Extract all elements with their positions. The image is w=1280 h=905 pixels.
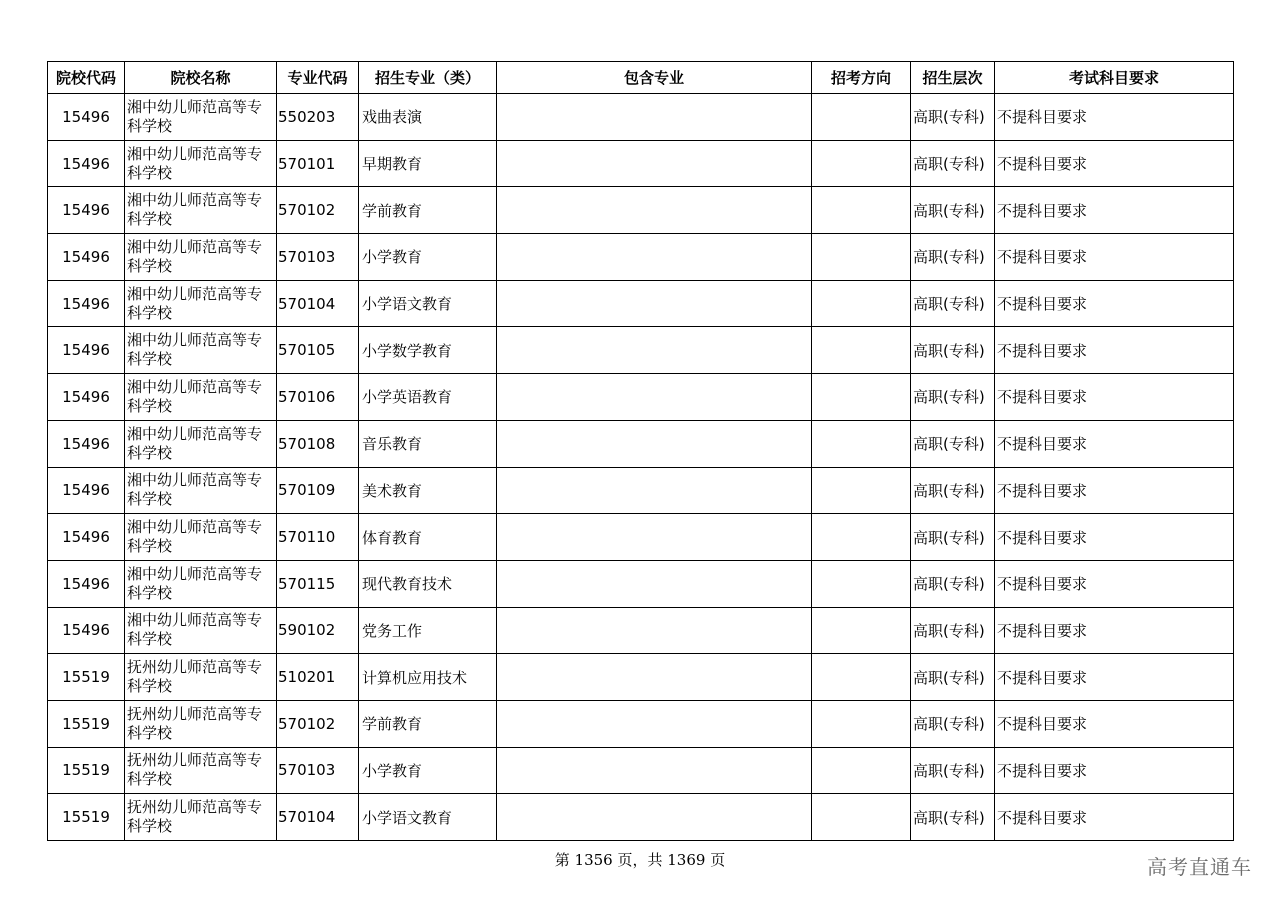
cell-requirement: 不提科目要求 bbox=[995, 94, 1234, 141]
cell-level: 高职(专科) bbox=[911, 654, 995, 701]
cell-major-code: 570110 bbox=[277, 514, 359, 561]
cell-school-name: 湘中幼儿师范高等专科学校 bbox=[125, 140, 277, 187]
table-row bbox=[48, 514, 1234, 561]
table-row bbox=[48, 747, 1234, 794]
cell-school-name: 湘中幼儿师范高等专科学校 bbox=[125, 94, 277, 141]
table-row bbox=[48, 654, 1234, 701]
cell-included-majors bbox=[497, 187, 812, 234]
cell-direction bbox=[812, 420, 911, 467]
table-row bbox=[48, 700, 1234, 747]
header-major: 招生专业（类） bbox=[359, 62, 497, 94]
cell-school-name: 湘中幼儿师范高等专科学校 bbox=[125, 607, 277, 654]
cell-direction bbox=[812, 700, 911, 747]
cell-requirement: 不提科目要求 bbox=[995, 234, 1234, 281]
cell-school-code: 15519 bbox=[48, 654, 125, 701]
cell-school-name: 湘中幼儿师范高等专科学校 bbox=[125, 327, 277, 374]
cell-school-code: 15496 bbox=[48, 280, 125, 327]
cell-major-code: 570108 bbox=[277, 420, 359, 467]
cell-school-code: 15496 bbox=[48, 420, 125, 467]
cell-requirement: 不提科目要求 bbox=[995, 187, 1234, 234]
cell-level: 高职(专科) bbox=[911, 374, 995, 421]
cell-level: 高职(专科) bbox=[911, 140, 995, 187]
cell-requirement: 不提科目要求 bbox=[995, 280, 1234, 327]
cell-included-majors bbox=[497, 140, 812, 187]
header-school-code: 院校代码 bbox=[48, 62, 125, 94]
cell-requirement: 不提科目要求 bbox=[995, 140, 1234, 187]
cell-school-code: 15519 bbox=[48, 794, 125, 841]
cell-school-name: 湘中幼儿师范高等专科学校 bbox=[125, 560, 277, 607]
cell-requirement: 不提科目要求 bbox=[995, 560, 1234, 607]
cell-direction bbox=[812, 607, 911, 654]
cell-included-majors bbox=[497, 654, 812, 701]
cell-direction bbox=[812, 747, 911, 794]
cell-major-code: 570105 bbox=[277, 327, 359, 374]
cell-included-majors bbox=[497, 420, 812, 467]
table-body bbox=[48, 94, 1234, 841]
cell-direction bbox=[812, 140, 911, 187]
cell-major-code: 570102 bbox=[277, 700, 359, 747]
cell-level: 高职(专科) bbox=[911, 514, 995, 561]
table-row bbox=[48, 187, 1234, 234]
cell-school-code: 15519 bbox=[48, 700, 125, 747]
cell-direction bbox=[812, 280, 911, 327]
cell-included-majors bbox=[497, 327, 812, 374]
cell-major: 现代教育技术 bbox=[359, 560, 497, 607]
cell-school-name: 湘中幼儿师范高等专科学校 bbox=[125, 234, 277, 281]
table-row bbox=[48, 234, 1234, 281]
cell-included-majors bbox=[497, 280, 812, 327]
cell-school-code: 15496 bbox=[48, 560, 125, 607]
cell-requirement: 不提科目要求 bbox=[995, 467, 1234, 514]
cell-requirement: 不提科目要求 bbox=[995, 420, 1234, 467]
cell-level: 高职(专科) bbox=[911, 747, 995, 794]
cell-direction bbox=[812, 794, 911, 841]
cell-major: 小学英语教育 bbox=[359, 374, 497, 421]
cell-major-code: 570103 bbox=[277, 234, 359, 281]
cell-major-code: 590102 bbox=[277, 607, 359, 654]
table-row bbox=[48, 467, 1234, 514]
cell-major: 小学教育 bbox=[359, 234, 497, 281]
cell-major: 党务工作 bbox=[359, 607, 497, 654]
cell-level: 高职(专科) bbox=[911, 234, 995, 281]
table-row bbox=[48, 327, 1234, 374]
cell-requirement: 不提科目要求 bbox=[995, 654, 1234, 701]
cell-school-name: 湘中幼儿师范高等专科学校 bbox=[125, 514, 277, 561]
cell-level: 高职(专科) bbox=[911, 700, 995, 747]
cell-direction bbox=[812, 654, 911, 701]
cell-included-majors bbox=[497, 747, 812, 794]
cell-included-majors bbox=[497, 700, 812, 747]
cell-school-name: 抚州幼儿师范高等专科学校 bbox=[125, 654, 277, 701]
table-row bbox=[48, 374, 1234, 421]
header-direction: 招考方向 bbox=[812, 62, 911, 94]
cell-school-code: 15496 bbox=[48, 467, 125, 514]
cell-major: 戏曲表演 bbox=[359, 94, 497, 141]
cell-major: 学前教育 bbox=[359, 187, 497, 234]
cell-school-code: 15496 bbox=[48, 374, 125, 421]
cell-major-code: 570102 bbox=[277, 187, 359, 234]
cell-school-code: 15496 bbox=[48, 514, 125, 561]
cell-major: 小学数学教育 bbox=[359, 327, 497, 374]
cell-level: 高职(专科) bbox=[911, 94, 995, 141]
cell-school-name: 抚州幼儿师范高等专科学校 bbox=[125, 747, 277, 794]
cell-included-majors bbox=[497, 467, 812, 514]
cell-included-majors bbox=[497, 514, 812, 561]
cell-major: 学前教育 bbox=[359, 700, 497, 747]
cell-direction bbox=[812, 327, 911, 374]
cell-included-majors bbox=[497, 234, 812, 281]
cell-level: 高职(专科) bbox=[911, 467, 995, 514]
cell-major-code: 570104 bbox=[277, 794, 359, 841]
cell-school-code: 15496 bbox=[48, 140, 125, 187]
header-included-majors: 包含专业 bbox=[497, 62, 812, 94]
cell-level: 高职(专科) bbox=[911, 280, 995, 327]
cell-major: 小学语文教育 bbox=[359, 280, 497, 327]
cell-major-code: 570115 bbox=[277, 560, 359, 607]
cell-direction bbox=[812, 94, 911, 141]
header-school-name: 院校名称 bbox=[125, 62, 277, 94]
cell-requirement: 不提科目要求 bbox=[995, 747, 1234, 794]
cell-direction bbox=[812, 560, 911, 607]
page-footer: 第 1356 页，共 1369 页 bbox=[554, 851, 726, 869]
cell-major: 体育教育 bbox=[359, 514, 497, 561]
cell-major: 小学教育 bbox=[359, 747, 497, 794]
cell-level: 高职(专科) bbox=[911, 607, 995, 654]
cell-major-code: 570103 bbox=[277, 747, 359, 794]
header-level: 招生层次 bbox=[911, 62, 995, 94]
cell-included-majors bbox=[497, 374, 812, 421]
cell-requirement: 不提科目要求 bbox=[995, 794, 1234, 841]
table-row bbox=[48, 280, 1234, 327]
cell-included-majors bbox=[497, 560, 812, 607]
cell-level: 高职(专科) bbox=[911, 187, 995, 234]
cell-major: 美术教育 bbox=[359, 467, 497, 514]
cell-school-code: 15496 bbox=[48, 234, 125, 281]
cell-school-name: 湘中幼儿师范高等专科学校 bbox=[125, 374, 277, 421]
cell-major-code: 570104 bbox=[277, 280, 359, 327]
cell-major-code: 570106 bbox=[277, 374, 359, 421]
cell-school-name: 湘中幼儿师范高等专科学校 bbox=[125, 280, 277, 327]
header-major-code: 专业代码 bbox=[277, 62, 359, 94]
header-row bbox=[48, 62, 1234, 94]
cell-school-name: 湘中幼儿师范高等专科学校 bbox=[125, 467, 277, 514]
cell-school-name: 湘中幼儿师范高等专科学校 bbox=[125, 420, 277, 467]
cell-level: 高职(专科) bbox=[911, 327, 995, 374]
watermark: 高考直通车 bbox=[1147, 855, 1252, 879]
cell-included-majors bbox=[497, 607, 812, 654]
cell-school-code: 15496 bbox=[48, 327, 125, 374]
cell-major-code: 570109 bbox=[277, 467, 359, 514]
cell-school-name: 抚州幼儿师范高等专科学校 bbox=[125, 794, 277, 841]
cell-major-code: 510201 bbox=[277, 654, 359, 701]
header-requirement: 考试科目要求 bbox=[995, 62, 1234, 94]
admission-table bbox=[47, 61, 1234, 841]
cell-requirement: 不提科目要求 bbox=[995, 514, 1234, 561]
cell-direction bbox=[812, 187, 911, 234]
cell-level: 高职(专科) bbox=[911, 560, 995, 607]
cell-major-code: 570101 bbox=[277, 140, 359, 187]
cell-major: 计算机应用技术 bbox=[359, 654, 497, 701]
cell-direction bbox=[812, 514, 911, 561]
cell-requirement: 不提科目要求 bbox=[995, 327, 1234, 374]
cell-major-code: 550203 bbox=[277, 94, 359, 141]
cell-level: 高职(专科) bbox=[911, 794, 995, 841]
cell-included-majors bbox=[497, 794, 812, 841]
cell-requirement: 不提科目要求 bbox=[995, 607, 1234, 654]
cell-requirement: 不提科目要求 bbox=[995, 700, 1234, 747]
table-row bbox=[48, 560, 1234, 607]
cell-direction bbox=[812, 234, 911, 281]
table-row bbox=[48, 794, 1234, 841]
cell-school-name: 抚州幼儿师范高等专科学校 bbox=[125, 700, 277, 747]
cell-requirement: 不提科目要求 bbox=[995, 374, 1234, 421]
cell-school-code: 15496 bbox=[48, 187, 125, 234]
cell-school-code: 15496 bbox=[48, 94, 125, 141]
table-row bbox=[48, 420, 1234, 467]
cell-major: 早期教育 bbox=[359, 140, 497, 187]
cell-included-majors bbox=[497, 94, 812, 141]
table-row bbox=[48, 140, 1234, 187]
cell-school-code: 15519 bbox=[48, 747, 125, 794]
cell-major: 音乐教育 bbox=[359, 420, 497, 467]
cell-school-code: 15496 bbox=[48, 607, 125, 654]
table-row bbox=[48, 607, 1234, 654]
cell-level: 高职(专科) bbox=[911, 420, 995, 467]
cell-major: 小学语文教育 bbox=[359, 794, 497, 841]
table-row bbox=[48, 94, 1234, 141]
cell-school-name: 湘中幼儿师范高等专科学校 bbox=[125, 187, 277, 234]
cell-direction bbox=[812, 467, 911, 514]
cell-direction bbox=[812, 374, 911, 421]
